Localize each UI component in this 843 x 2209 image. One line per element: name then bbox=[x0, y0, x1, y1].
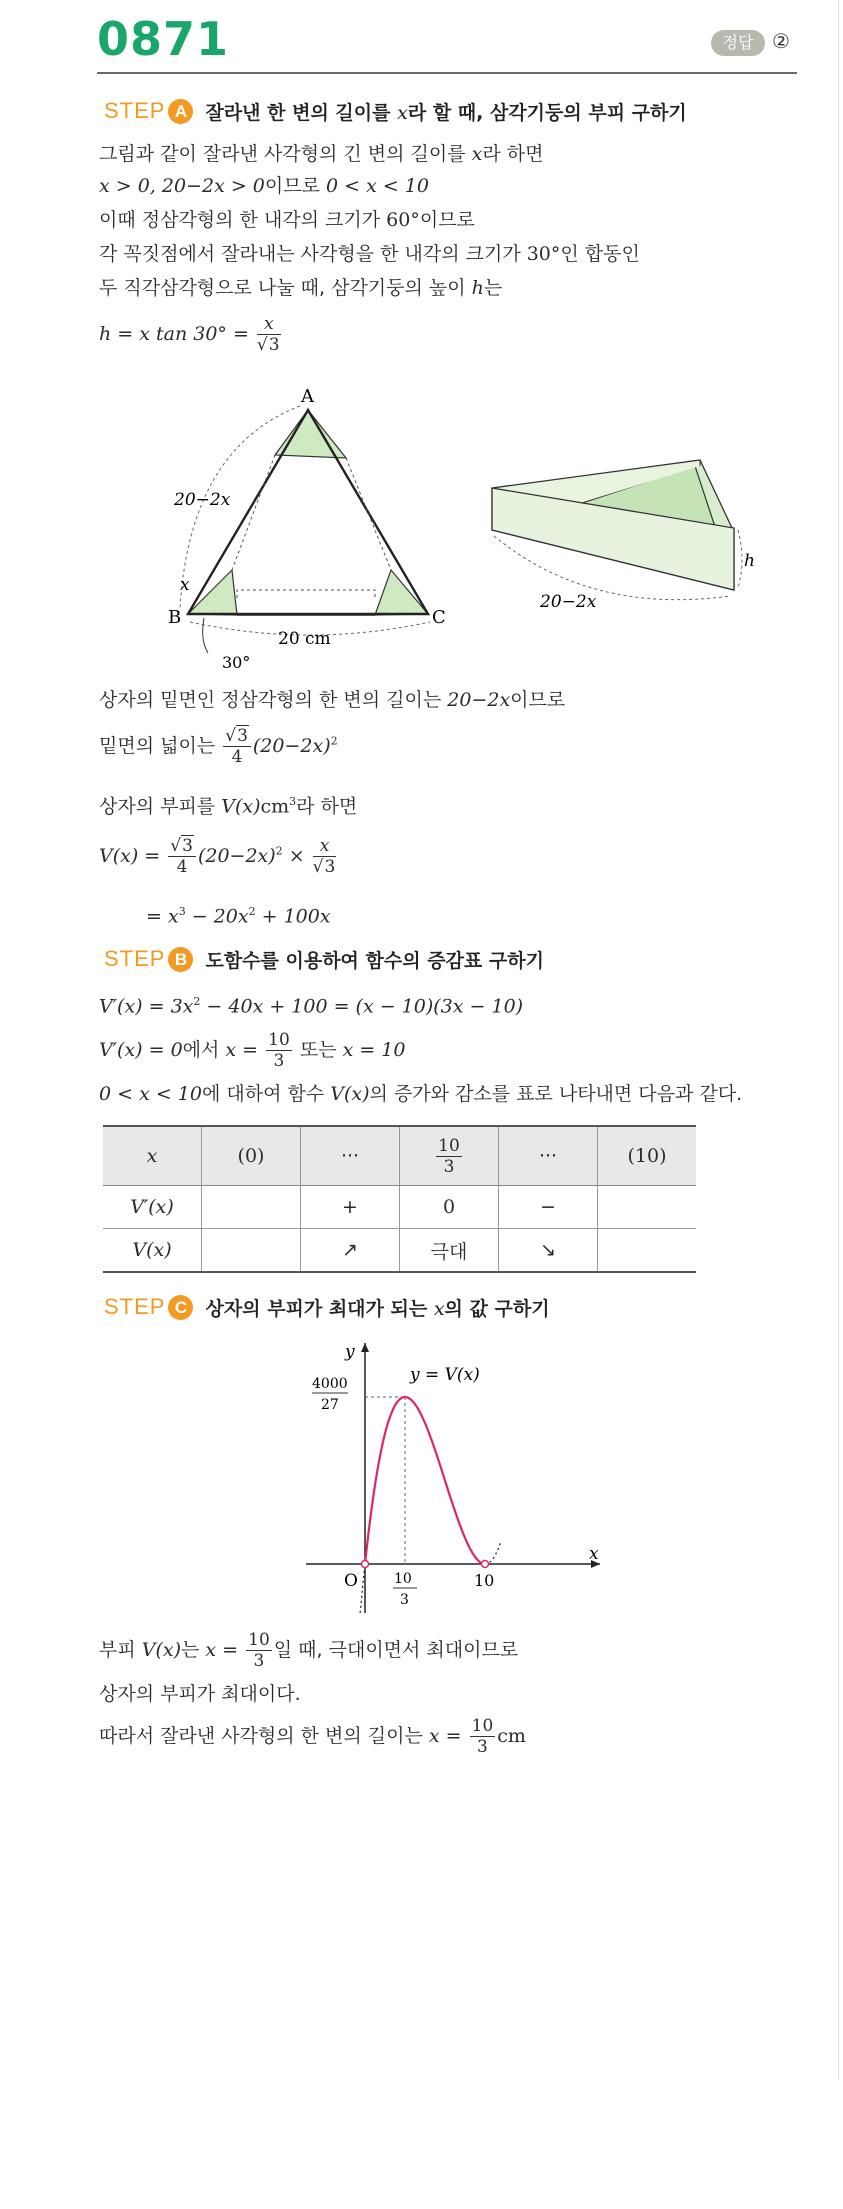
origin-label: O bbox=[344, 1571, 358, 1591]
step-letter-a: A bbox=[168, 99, 193, 124]
x-tick-ten: 10 bbox=[474, 1571, 495, 1590]
step-a-title: 잘라낸 한 변의 길이를 x라 할 때, 삼각기둥의 부피 구하기 bbox=[205, 101, 687, 124]
text-line: 각 꼭짓점에서 잘라내는 사각형을 한 내각의 크기가 30°인 합동인 bbox=[99, 243, 640, 265]
open-point-origin bbox=[362, 1561, 369, 1568]
step-letter-c: C bbox=[168, 1295, 193, 1320]
text-line: 두 직각삼각형으로 나눌 때, 삼각기둥의 높이 h는 bbox=[99, 277, 503, 299]
page-edge bbox=[838, 0, 839, 2080]
ymax-denominator: 27 bbox=[321, 1397, 339, 1413]
step-word: STEP bbox=[104, 946, 166, 971]
table-header-row: x (0) ··· $\frac{10}{3}$ ··· (10) bbox=[103, 1126, 696, 1186]
formula-derivative: $V'(x) = 3x^2 - 40x + 100 = (x - 10)(3x - 10)$ bbox=[99, 995, 524, 1018]
base-label: 20 cm bbox=[278, 629, 331, 649]
text-line: x > 0, 20−2x > 0이므로 0 < x < 10 bbox=[99, 175, 429, 197]
angle-label: 30° bbox=[222, 653, 251, 672]
text-line: 상자의 밑면인 정삼각형의 한 변의 길이는 20−2x이므로 bbox=[99, 689, 566, 711]
ymax-numerator: 4000 bbox=[312, 1376, 348, 1392]
curve-label: y = V(x) bbox=[410, 1365, 480, 1385]
table-row: V′(x) + 0 − bbox=[103, 1186, 696, 1229]
prism-figure bbox=[480, 440, 770, 630]
step-c-title: 상자의 부피가 최대가 되는 x의 값 구하기 bbox=[205, 1297, 550, 1320]
prism-side-label: 20−2x bbox=[540, 592, 597, 612]
answer-value: ② bbox=[772, 29, 790, 53]
prism-height-label: h bbox=[744, 551, 755, 571]
header-divider bbox=[97, 72, 797, 74]
x-axis-label: x bbox=[589, 1544, 599, 1564]
step-letter-b: B bbox=[168, 947, 193, 972]
volume-graph bbox=[300, 1335, 620, 1615]
formula-volume: V(x) = $\frac{√3}{4}$ $(20-2x)^2$ × $\frac{x}{√3}$ bbox=[99, 836, 336, 877]
vertex-label-c: C bbox=[432, 607, 446, 628]
formula-critical-points: V′(x) = 0에서 x = $\frac{10}{3}$ 또는 x = 10 bbox=[99, 1030, 406, 1071]
step-b-title: 도함수를 이용하여 함수의 증감표 구하기 bbox=[205, 949, 544, 972]
step-word: STEP bbox=[104, 1294, 166, 1319]
table-row: V(x) ↗ 극대 ↘ bbox=[103, 1229, 696, 1273]
conclusion-line: 상자의 부피가 최대이다. bbox=[99, 1683, 301, 1705]
vertex-label-b: B bbox=[168, 607, 182, 628]
final-answer-line: 따라서 잘라낸 사각형의 한 변의 길이는 x = $\frac{10}{3}$ cm bbox=[99, 1716, 526, 1757]
conclusion-line: 부피 V(x)는 x = $\frac{10}{3}$ 일 때, 극대이면서 최대이므로 bbox=[99, 1630, 519, 1671]
x-tick-denominator: 3 bbox=[400, 1592, 409, 1608]
step-c-heading bbox=[104, 1292, 550, 1322]
vertex-label-a: A bbox=[301, 386, 314, 407]
increase-decrease-table bbox=[103, 1125, 696, 1273]
side-label: 20−2x bbox=[174, 490, 231, 510]
open-point-ten bbox=[482, 1561, 489, 1568]
formula-h: h = x tan 30° = $\frac{x}{√3}$ bbox=[99, 314, 280, 355]
triangle-figure bbox=[160, 378, 460, 674]
text-line: 그림과 같이 잘라낸 사각형의 긴 변의 길이를 x라 하면 bbox=[99, 143, 544, 165]
x-label: x bbox=[180, 575, 190, 595]
formula-area: 밑면의 넓이는 $\frac{√3}{4}$ $(20-2x)^2$ bbox=[99, 726, 338, 767]
answer-badge: 정답 bbox=[711, 30, 765, 56]
text-line: 상자의 부피를 $V(x)cm^3$라 하면 bbox=[99, 795, 358, 818]
problem-number: 0871 bbox=[97, 12, 230, 66]
text-line: 0 < x < 10에 대하여 함수 V(x)의 증가와 감소를 표로 나타내면 다음과 같다. bbox=[99, 1083, 743, 1105]
volume-curve bbox=[365, 1397, 485, 1564]
step-b-heading bbox=[104, 944, 544, 974]
x-tick-numerator: 10 bbox=[394, 1571, 412, 1587]
y-axis-label: y bbox=[345, 1342, 355, 1362]
formula-volume-expanded: = $x^3 - 20x^2 + 100x$ bbox=[146, 905, 331, 928]
step-a-heading bbox=[104, 96, 687, 126]
text-line: 이때 정삼각형의 한 내각의 크기가 60°이므로 bbox=[99, 209, 475, 231]
step-word: STEP bbox=[104, 98, 166, 123]
